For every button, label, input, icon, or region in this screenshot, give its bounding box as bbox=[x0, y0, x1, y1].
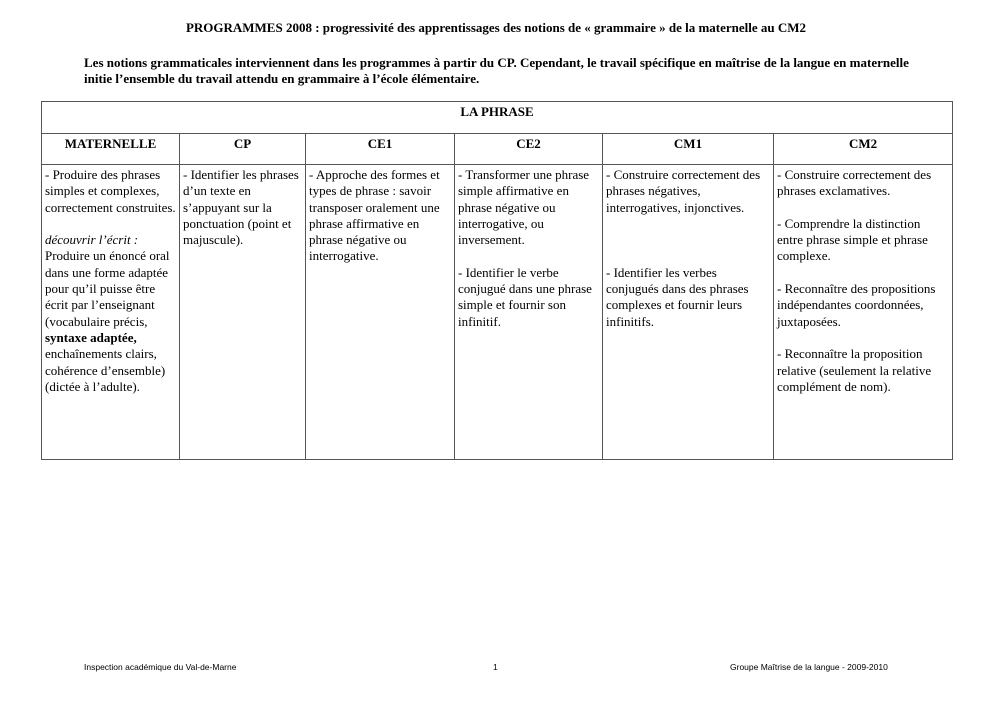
footer-organization: Inspection académique du Val-de-Marne bbox=[84, 662, 237, 672]
document-title: PROGRAMMES 2008 : progressivité des apprentissages des notions de « grammaire » de la maternelle au CM2 bbox=[185, 20, 807, 35]
maternelle-bold-text: syntaxe adaptée, bbox=[45, 329, 137, 345]
footer-page-number: 1 bbox=[493, 662, 498, 672]
ce1-objective-1: - Approche des formes et types de phrase : savoir transposer oralement une phrase affirmative en phrase négative ou interrogative. bbox=[309, 167, 440, 264]
cell-ce2 bbox=[455, 165, 603, 460]
cm2-objective-1: - Construire correctement des phrases exclamatives. bbox=[777, 167, 932, 199]
maternelle-text-b: enchaînements clairs, cohérence d’ensemble) (dictée à l’adulte). bbox=[45, 346, 166, 394]
header-cm2: CM2 bbox=[774, 134, 953, 165]
cm1-objective-1: - Construire correctement des phrases négatives, interrogatives, injonctives. bbox=[606, 167, 761, 215]
cm1-objective-2: - Identifier les verbes conjugués dans des phrases complexes et fournir leurs infinitifs. bbox=[606, 264, 749, 329]
cell-cm1 bbox=[603, 165, 774, 460]
maternelle-text-a: Produire un énoncé oral dans une forme adaptée pour qu’il puisse être écrit par l’enseignant (vocabulaire précis, bbox=[45, 248, 170, 329]
maternelle-objective-2 bbox=[45, 232, 176, 395]
cell-cm2 bbox=[774, 165, 953, 460]
cm2-objective-2: - Comprendre la distinction entre phrase simple et phrase complexe. bbox=[777, 215, 928, 264]
cell-ce1 bbox=[306, 165, 455, 460]
header-maternelle: MATERNELLE bbox=[42, 134, 180, 165]
header-cm1: CM1 bbox=[603, 134, 774, 165]
cell-maternelle bbox=[42, 165, 180, 460]
cm2-objective-3: - Reconnaître des propositions indépendantes coordonnées, juxtaposées. bbox=[777, 281, 936, 329]
section-title: LA PHRASE bbox=[42, 102, 953, 134]
footer-group: Groupe Maîtrise de la langue - 2009-2010 bbox=[730, 662, 888, 672]
intro-paragraph: Les notions grammaticales interviennent dans les programmes à partir du CP. Cependant, le travail spécifique en maîtrise de la langue en maternelle initie l’ensemble du travail attendu en grammaire à l’école élémentaire. bbox=[84, 55, 909, 86]
section-row bbox=[42, 102, 953, 134]
content-row bbox=[42, 165, 953, 460]
cm2-objective-4: - Reconnaître la proposition relative (seulement la relative complément de nom). bbox=[777, 346, 932, 394]
maternelle-subheading: découvrir l’écrit : bbox=[45, 232, 139, 248]
header-row bbox=[42, 134, 953, 165]
maternelle-objective-1: - Produire des phrases simples et complexes, correctement construites. bbox=[45, 167, 176, 215]
header-ce1: CE1 bbox=[306, 134, 455, 165]
cp-objective-1: - Identifier les phrases d’un texte en s’appuyant sur la ponctuation (point et majuscule). bbox=[183, 167, 299, 248]
ce2-objective-1: - Transformer une phrase simple affirmative en phrase négative ou interrogative, ou inversement. bbox=[458, 167, 590, 248]
phrase-table bbox=[41, 101, 953, 460]
header-cp: CP bbox=[180, 134, 306, 165]
cell-cp bbox=[180, 165, 306, 460]
ce2-objective-2: - Identifier le verbe conjugué dans une phrase simple et fournir son infinitif. bbox=[458, 264, 592, 329]
header-ce2: CE2 bbox=[455, 134, 603, 165]
